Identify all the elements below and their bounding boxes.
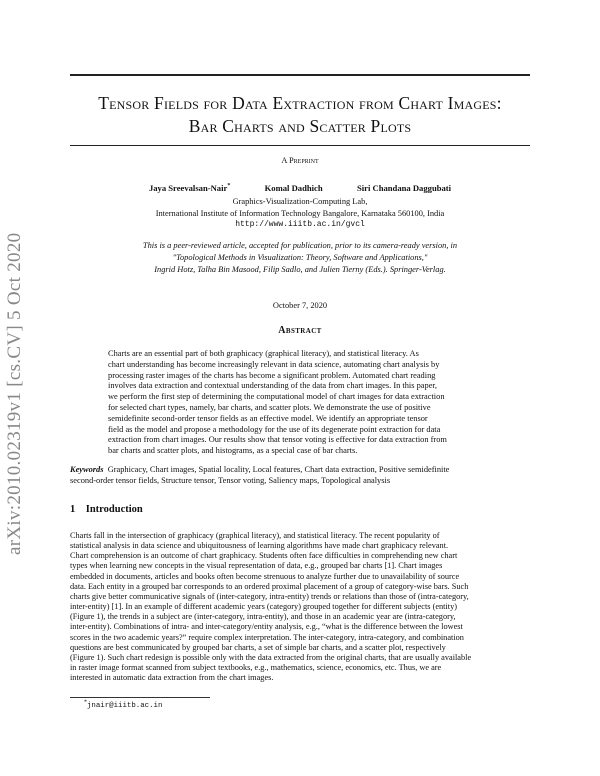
preprint-label: A Preprint	[281, 156, 319, 165]
footnote	[84, 700, 162, 710]
intro-line: charts give better communicative signals of (inter-category, intra-entity) trends or relations than those of (intra-category,	[70, 591, 469, 601]
keywords-block	[70, 465, 532, 487]
title-bottom-rule	[70, 145, 530, 146]
author-1: Jaya Sreevalsan-Nair	[148, 183, 228, 193]
arxiv-identifier: arXiv:2010.02319v1 [cs.CV] 5 Oct 2020	[4, 232, 25, 555]
footnote-email: jnair@iiitb.ac.in	[87, 702, 163, 710]
keywords-line-2: second-order tensor fields, Structure tensor, Tensor voting, Saliency maps, Topological analysis	[70, 475, 391, 485]
title-top-rule	[70, 74, 530, 76]
affiliation-url: http://www.iiitb.ac.in/gvcl	[235, 220, 365, 229]
intro-line: Charts fall in the intersection of graphicacy (graphical literacy), and statistical literacy. The recent popularity of	[70, 531, 440, 540]
footnote-mark: *	[84, 699, 87, 706]
affiliation-lab: Graphics-Visualization-Computing Lab,	[232, 197, 368, 206]
abstract-body	[108, 349, 494, 457]
intro-line: interested in automatic data extraction from the chart images.	[70, 673, 274, 683]
intro-line: Chart comprehension is an outcome of chart graphicacy. Students often face difficulties in comprehending new chart	[70, 551, 458, 561]
paper-date: October 7, 2020	[272, 301, 328, 310]
abstract-line: we perform the first step of determining the computational model of chart images for data extraction	[108, 392, 445, 402]
abstract-line: processing raster images of the charts has become a significant problem. Automated chart reading	[108, 370, 436, 380]
notice-line-2: "Topological Methods in Visualization: Theory, Software and Applications,"	[172, 253, 428, 262]
intro-line: statistical analysis in data science and ubiquitousness of learning algorithms have made chart graphicacy relevant.	[70, 541, 449, 551]
abstract-line: extraction from chart images. Our results show that tensor voting is effective for data extraction from	[108, 435, 447, 445]
section-heading-introduction	[70, 504, 143, 515]
abstract-line: Charts are an essential part of both graphicacy (graphical literacy), and statistical literacy. As	[108, 349, 419, 358]
intro-line: data. Each entity in a grouped bar corresponds to an ordered proximal placement of a group of category-wise bars. Such	[70, 581, 469, 591]
intro-line: questions are best communicated by grouped bar charts, a set of simple bar charts, and a scatter plot, respectively	[70, 642, 446, 652]
notice-line-1: This is a peer-reviewed article, accepted for publication, prior to its camera-ready version, in	[142, 241, 458, 250]
section-title: Introduction	[85, 504, 143, 515]
author-2: Komal Dadhich	[264, 183, 323, 193]
footnote-rule	[70, 697, 210, 698]
author-3: Siri Chandana Daggubati	[356, 183, 452, 193]
intro-line: (Figure 1). Such chart redesign is possible only with the data extracted from the original charts, that are usually available	[70, 652, 472, 662]
abstract-line: bar charts and scatter plots, and histograms, as a special case of bar charts.	[108, 446, 358, 456]
author-1-footnote-mark: *	[227, 183, 231, 190]
affiliation-institute: International Institute of Information Technology Bangalore, Karnataka 560100, India	[155, 209, 445, 218]
abstract-heading: Abstract	[278, 325, 322, 336]
paper-title-line-1: Tensor Fields for Data Extraction from Chart Images:	[98, 93, 502, 113]
intro-line: (Figure 1), the trends in a subject are (inter-category, intra-entity), and those in an academic year are (intra-category,	[70, 612, 456, 622]
intro-line: embedded in documents, articles and books often become strenuous to analyze further due to unavailability of source	[70, 571, 460, 581]
keywords-label: Keywords	[70, 465, 104, 474]
intro-line: scores in the two academic years?” require complex interpretation. The inter-category, intra-category, and combination	[70, 632, 464, 642]
abstract-line: semidefinite second-order tensor fields as an effective model. We identify an appropriate tensor	[108, 413, 428, 423]
intro-line: in raster image format scanned from subject textbooks, e.g., mathematics, science, economics, etc. Thus, we are	[70, 663, 442, 673]
abstract-line: involves data extraction and contextual understanding of the data from chart images. In this paper,	[108, 381, 437, 391]
section-number: 1	[70, 504, 76, 515]
abstract-line: field as the model and propose a methodology for the use of its degenerate point extraction for data	[108, 424, 441, 434]
abstract-line: for selected chart types, namely, bar charts, and scatter plots. We demonstrate the use of positive	[108, 402, 431, 412]
author-list	[70, 183, 530, 193]
intro-line: types when learning new concepts in the visual representation of data, e.g., grouped bar charts [1]. Chart images	[70, 561, 443, 571]
keywords-line-1: Graphicacy, Chart images, Spatial locality, Local features, Chart data extraction, Positive semidefinite	[107, 465, 450, 474]
paper-title-line-2: Bar Charts and Scatter Plots	[188, 116, 412, 136]
abstract-line: chart understanding has become increasingly relevant in data science, automating chart analysis by	[108, 359, 440, 369]
notice-line-3: Ingrid Hotz, Talha Bin Masood, Filip Sadlo, and Julien Tierny (Eds.). Springer-Verlag.	[154, 265, 446, 274]
intro-line: inter-entity). Combinations of intra- and inter-category/entity analysis, e.g., “what is the difference between the lowest	[70, 622, 463, 632]
intro-line: inter-entity) [1]. In an example of different academic years (category) grouped together for different subjects (entity)	[70, 602, 458, 612]
introduction-body	[70, 531, 532, 683]
